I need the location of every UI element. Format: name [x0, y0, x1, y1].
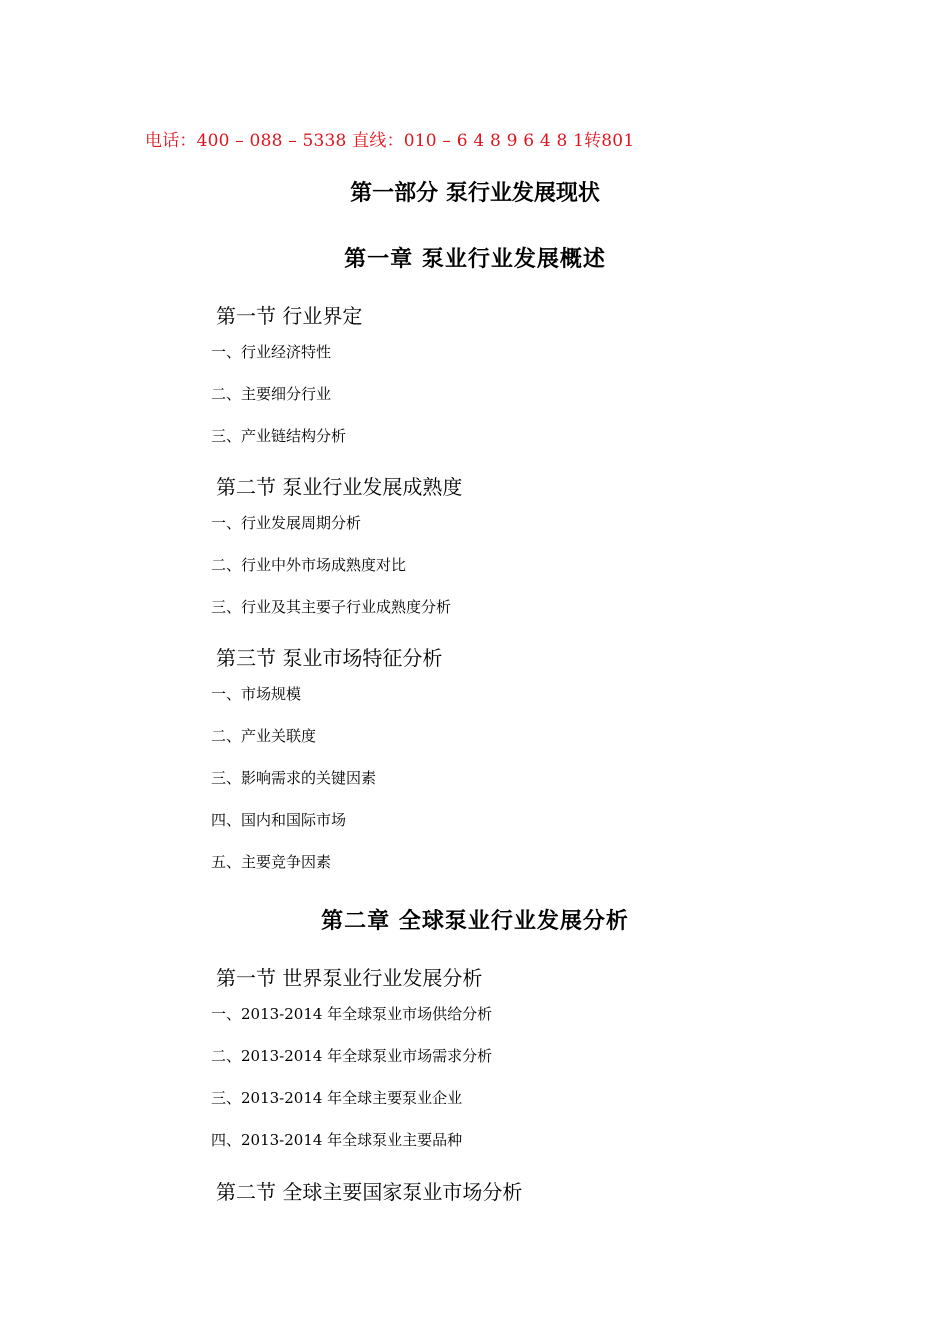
toc-item: 四、国内和国际市场 [211, 811, 347, 829]
toc-item: 三、2013-2014 年全球主要泵业企业 [211, 1089, 463, 1107]
part-title: 第一部分 泵行业发展现状 [350, 181, 600, 206]
toc-item: 二、产业关联度 [211, 727, 317, 745]
toc-item: 一、行业经济特性 [211, 343, 332, 361]
toc-item: 一、市场规模 [211, 685, 302, 703]
section-title: 第一节 世界泵业行业发展分析 [216, 966, 483, 990]
toc-item: 一、行业发展周期分析 [211, 514, 362, 532]
toc-item: 二、2013-2014 年全球泵业市场需求分析 [211, 1047, 493, 1065]
chapter-title: 第二章 全球泵业行业发展分析 [321, 909, 629, 934]
section-title: 第二节 全球主要国家泵业市场分析 [216, 1180, 523, 1204]
section-title: 第二节 泵业行业发展成熟度 [216, 475, 463, 499]
toc-item: 三、产业链结构分析 [211, 427, 347, 445]
toc-item: 二、主要细分行业 [211, 385, 332, 403]
chapter-title: 第一章 泵业行业发展概述 [344, 247, 606, 272]
toc-item: 三、影响需求的关键因素 [211, 769, 377, 787]
toc-item: 五、主要竞争因素 [211, 853, 332, 871]
section-title: 第三节 泵业市场特征分析 [216, 646, 443, 670]
toc-item: 一、2013-2014 年全球泵业市场供给分析 [211, 1005, 493, 1023]
contact-line: 电话：400 – 088 – 5338 直线：010 – 6 4 8 9 6 4 8 1转801 [145, 131, 635, 151]
toc-item: 三、行业及其主要子行业成熟度分析 [211, 598, 452, 616]
section-title: 第一节 行业界定 [216, 304, 363, 328]
toc-item: 四、2013-2014 年全球泵业主要品种 [211, 1131, 463, 1149]
toc-item: 二、行业中外市场成熟度对比 [211, 556, 407, 574]
